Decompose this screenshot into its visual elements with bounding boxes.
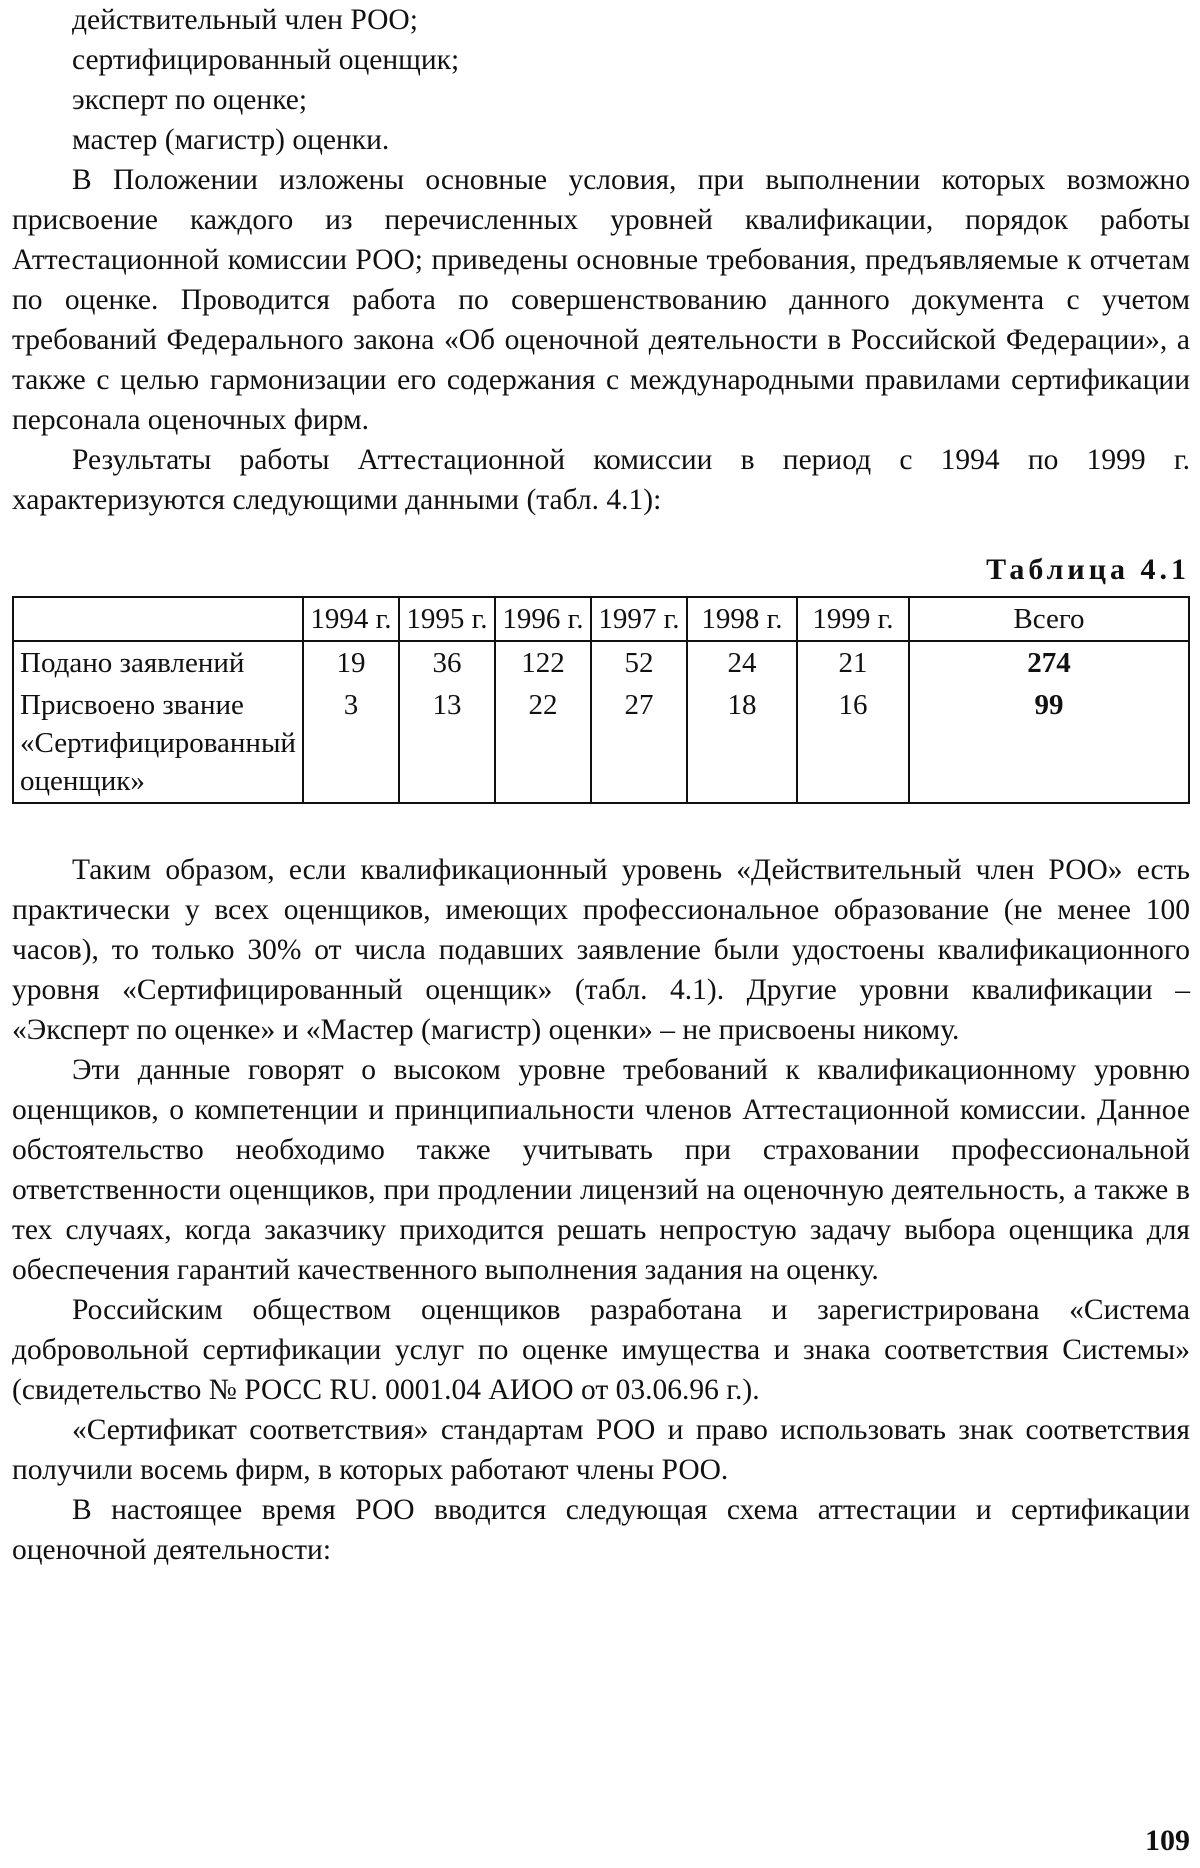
paragraph: Таким образом, если квалификационный уровень «Действительный член РОО» есть практически у всех оценщиков, имеющих профессиональное образование (не менее 100 часов), то только 30% от числа подавших заявление были удостоены квалификационного уровня «Сертифицированный оценщик» (табл. 4.1). Другие уровни квалификации – «Эксперт по оценке» и «Мастер (магистр) оценки» – не присвоены никому. [12, 854, 1190, 1046]
table-cell: 13 [399, 684, 495, 803]
table-header-cell: 1996 г. [495, 597, 591, 641]
table-cell: 18 [687, 684, 797, 803]
table-header-cell: 1999 г. [797, 597, 909, 641]
list-item: действительный член РОО; [72, 4, 418, 36]
table-header-cell: 1995 г. [399, 597, 495, 641]
table-cell: 27 [591, 684, 687, 803]
table-row [13, 641, 1189, 684]
table-cell: 52 [591, 641, 687, 684]
table-header-cell: Всего [909, 597, 1189, 641]
paragraph: Результаты работы Аттестационной комиссии в период с 1994 по 1999 г. характеризуются следующими данными (табл. 4.1): [12, 444, 1190, 516]
table-cell: 19 [303, 641, 399, 684]
table-header-cell: 1997 г. [591, 597, 687, 641]
row-label: Подано заявлений [13, 641, 303, 684]
list-item: сертифицированный оценщик; [72, 44, 460, 76]
table-cell: 22 [495, 684, 591, 803]
table-header-cell [13, 597, 303, 641]
table-total-cell: 99 [909, 684, 1189, 803]
table-total-cell: 274 [909, 641, 1189, 684]
list-item: мастер (магистр) оценки. [72, 124, 390, 156]
paragraph: Российским обществом оценщиков разработана и зарегистрирована «Система добровольной сертификации услуг по оценке имущества и знака соответствия Системы» (свидетельство № РОСС RU. 0001.04 АИОО от 03.06.96 г.). [12, 1294, 1190, 1406]
table-header-cell: 1994 г. [303, 597, 399, 641]
table-cell: 122 [495, 641, 591, 684]
page-number: 109 [1145, 1824, 1190, 1857]
paragraph: «Сертификат соответствия» стандартам РОО и право использовать знак соответствия получили восемь фирм, в которых работают члены РОО. [12, 1414, 1190, 1486]
body-text [12, 850, 1190, 1570]
list-item: эксперт по оценке; [72, 84, 308, 116]
table-cell: 21 [797, 641, 909, 684]
table-header-row [13, 597, 1189, 641]
paragraph: Эти данные говорят о высоком уровне требований к квалификационному уровню оценщиков, о компетенции и принципиальности членов Аттестационной комиссии. Данное обстоятельство необходимо также учитывать при страховании профессиональной ответственности оценщиков, при продлении лицензий на оценочную деятельность, а также в тех случаях, когда заказчику приходится решать непростую задачу выбора оценщика для обеспечения гарантий качественного выполнения задания на оценку. [12, 1054, 1190, 1286]
table-cell: 16 [797, 684, 909, 803]
table-cell: 36 [399, 641, 495, 684]
table-cell: 3 [303, 684, 399, 803]
table-caption: Таблица 4.1 [986, 553, 1190, 586]
paragraph: В Положении изложены основные условия, при выполнении которых возможно присвоение каждого из перечисленных уровней квалификации, порядок работы Аттестационной комиссии РОО; приведены основные требования, предъявляемые к отчетам по оценке. Проводится работа по совершенствованию данного документа с учетом требований Федерального закона «Об оценочной деятельности в Российской Федерации», а также с целью гармонизации его содержания с международными правилами сертификации персонала оценочных фирм. [12, 164, 1190, 436]
document-page [12, 0, 1190, 1570]
row-label: Присвоено звание «Сертифицированный оценщик» [13, 684, 303, 803]
paragraph: В настоящее время РОО вводится следующая схема аттестации и сертификации оценочной деятельности: [12, 1494, 1190, 1566]
table-header-cell: 1998 г. [687, 597, 797, 641]
table-row [13, 684, 1189, 803]
table-cell: 24 [687, 641, 797, 684]
data-table [12, 596, 1190, 804]
